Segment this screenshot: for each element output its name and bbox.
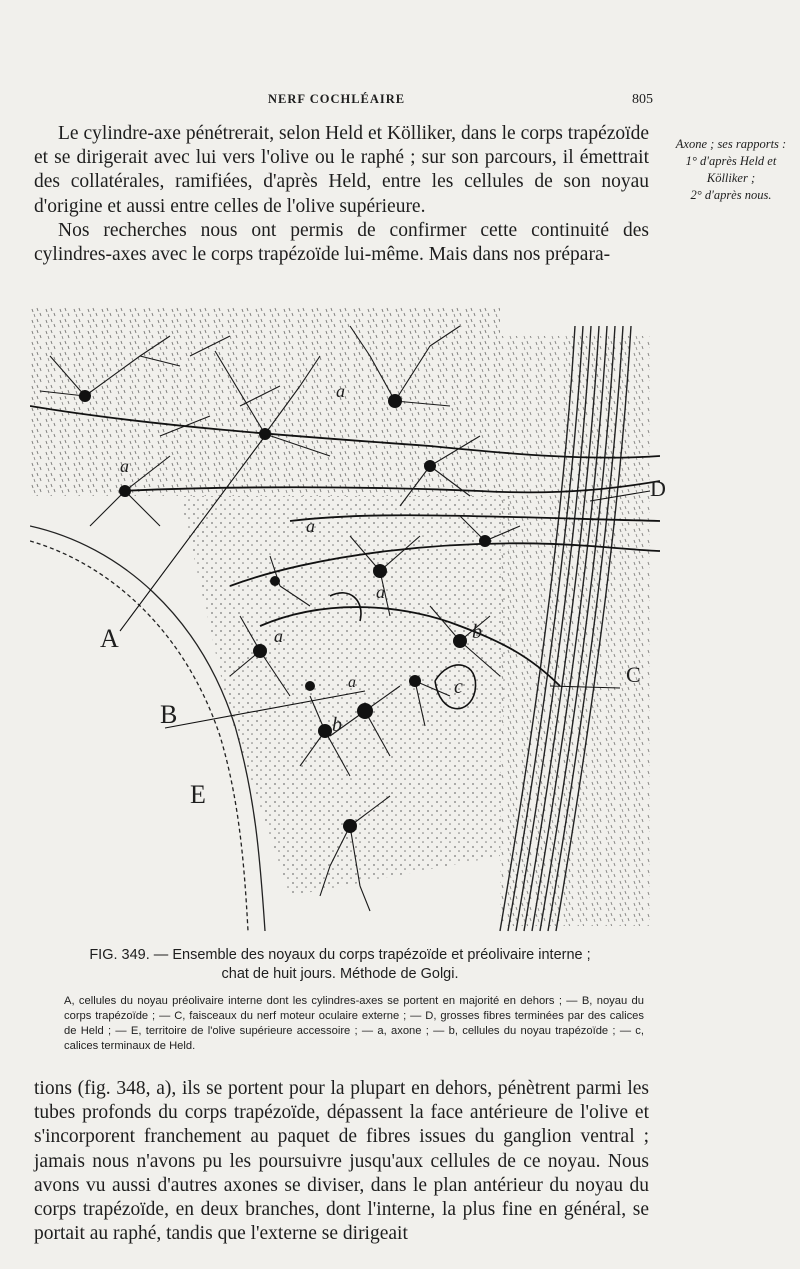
figure-label-b-trapezoid-2: b bbox=[332, 714, 342, 736]
neuron-drawing bbox=[30, 296, 660, 936]
margin-note-line-3: 2° d'après nous. bbox=[690, 188, 772, 202]
figure-label-a-axone-5: a bbox=[274, 626, 283, 646]
figure-label-a-axone-1: a bbox=[336, 381, 345, 401]
figure-label-a-axone-2: a bbox=[120, 456, 129, 476]
margin-note-line-2: 1° d'après Held et Kölliker ; bbox=[685, 154, 777, 185]
figure-label-c-calyx: c bbox=[454, 676, 463, 698]
margin-note-line-1: Axone ; ses rapports : bbox=[675, 137, 787, 151]
figure-label-D: D bbox=[650, 476, 666, 501]
figure-label-E: E bbox=[190, 780, 206, 809]
golgi-figure bbox=[30, 296, 666, 936]
paragraph-continuation: tions (fig. 348, a), ils se portent pour la plupart en dehors, pénètrent parmi les tubes profonds du corps trapézoïde, dépassent la face antérieure de l'olive et s'incorporent franchement au paquet de fibres issues du ganglion ventral ; jamais nous n'avons pu les poursuivre jusqu'aux cellules de ce noyau. Nous avons vu aussi d'autres axones se diviser, dans le plan antérieur du noyau du corps trapézoïde, en deux branches, dont l'interne, la plus fine en général, se portait au raphé, tandis que l'externe se dirigeait bbox=[34, 1078, 649, 1245]
stippled-right-area bbox=[500, 336, 650, 926]
figure-label-b-trapezoid-1: b bbox=[472, 621, 482, 643]
running-head bbox=[0, 92, 800, 112]
figure-label-a-axone-4: a bbox=[376, 582, 385, 602]
running-head-title: NERF COCHLÉAIRE bbox=[268, 92, 406, 106]
margin-note bbox=[672, 136, 790, 204]
caption-line-1: FIG. 349. — Ensemble des noyaux du corps trapézoïde et préolivaire interne ; bbox=[89, 947, 591, 963]
bottom-text-block bbox=[34, 1077, 649, 1246]
figure-label-a-axone-3: a bbox=[306, 516, 315, 536]
top-text-block bbox=[34, 122, 649, 267]
figure-label-C: C bbox=[626, 662, 641, 687]
figure-label-a-axone-6: a bbox=[348, 674, 356, 691]
figure-label-B: B bbox=[160, 700, 178, 729]
caption-line-2: chat de huit jours. Méthode de Golgi. bbox=[221, 966, 459, 982]
page-number: 805 bbox=[632, 92, 653, 107]
paragraph-nos-recherches: Nos recherches nous ont permis de confirmer cette continuité des cylindres-axes avec le corps trapézoïde lui-même. Mais dans nos prépara- bbox=[34, 219, 649, 266]
figure-label-A: A bbox=[100, 624, 119, 653]
figure-legend: A, cellules du noyau préolivaire interne dont les cylindres-axes se portent en majorité en dehors ; — B, noyau du corps trapézoïde ; — C, faisceaux du nerf moteur oculaire externe ; — D, grosses fibres terminées par des calices de Held ; — E, territoire de l'olive supérieure accessoire ; — a, axone ; — b, cellules du noyau trapézoïde ; — c, calices terminaux de Held. bbox=[64, 995, 644, 1052]
paragraph-held-kolliker: Le cylindre-axe pénétrerait, selon Held et Kölliker, dans le corps trapézoïde et se dirigerait avec lui vers l'olive ou le raphé ; sur son parcours, il émettrait des collatérales, ramifiées, d'après Held, entre les cellules de son noyau d'origine et aussi entre celles de l'olive supérieure. bbox=[34, 123, 649, 217]
figure-caption bbox=[40, 946, 640, 984]
